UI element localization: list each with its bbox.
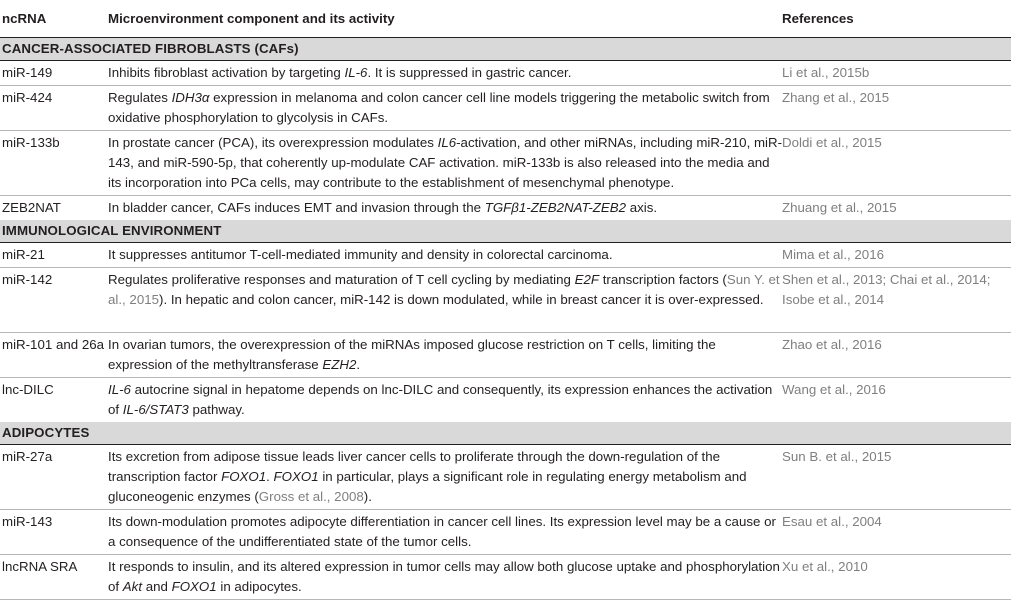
cell-ncrna: miR-149 <box>2 65 53 80</box>
cell-references <box>782 133 1011 193</box>
gene-name: FOXO1 <box>171 579 217 594</box>
table-row <box>0 445 1011 510</box>
header-references: References <box>782 11 854 26</box>
cell-ncrna: miR-133b <box>2 135 60 150</box>
activity-text: ). In hepatic and colon cancer, miR-142 is down modulated, while in breast cancer it is over-expressed. <box>159 292 764 307</box>
cell-references <box>782 447 1011 507</box>
gene-name: E2F <box>574 272 600 287</box>
table-row <box>0 268 1011 333</box>
reference: Isobe et al., 2014 <box>782 292 885 307</box>
cell-references <box>782 88 1011 128</box>
table-row <box>0 378 1011 422</box>
cell-ncrna: lncRNA SRA <box>2 559 78 574</box>
reference: Sun B. et al., 2015 <box>782 449 892 464</box>
activity-text: in particular, plays a significant role in regulating energy metabolism and gluconeogenic enzymes ( <box>108 469 747 504</box>
reference: Li et al., 2015b <box>782 65 870 80</box>
inline-reference: Gross et al., 2008 <box>258 489 364 504</box>
gene-name: Akt <box>122 579 143 594</box>
activity-text: -activation, and other miRNAs, including miR-210, miR-143, and miR-590-5p, that coherently up-modulate CAF activation. miR-133b is also released into the media and its incorporation into PCa cells, may contribute to the establishment of mesenchymal phenotype. <box>108 135 783 190</box>
gene-name: IL-6 <box>344 65 368 80</box>
cell-references <box>782 380 1011 420</box>
cell-references <box>782 198 1011 218</box>
activity-text: . It is suppressed in gastric cancer. <box>367 65 572 80</box>
cell-activity <box>108 380 782 420</box>
cell-activity <box>108 512 782 552</box>
activity-text: Its down-modulation promotes adipocyte differentiation in cancer cell lines. Its expression level may be a cause or a consequence of the undifferentiated state of the tumor cells. <box>108 514 776 549</box>
cell-activity <box>108 133 782 193</box>
gene-name: TGFβ1-ZEB2NAT-ZEB2 <box>484 200 627 215</box>
cell-activity <box>108 447 782 507</box>
activity-text: autocrine signal in hepatome depends on lnc-DILC and consequently, its expression enhances the activation of <box>108 382 773 417</box>
section-header: IMMUNOLOGICAL ENVIRONMENT <box>0 220 1011 243</box>
reference: Zhuang et al., 2015 <box>782 200 897 215</box>
cell-ncrna: miR-101 and 26a <box>2 337 105 352</box>
cell-ncrna: lnc-DILC <box>2 382 54 397</box>
cell-references <box>782 512 1011 552</box>
gene-name: IL-6/STAT3 <box>122 402 189 417</box>
cell-references <box>782 557 1011 597</box>
activity-text: In ovarian tumors, the overexpression of the miRNAs imposed glucose restriction on T cells, limiting the expression of the methyltransferase <box>108 337 716 372</box>
activity-text: and <box>142 579 172 594</box>
reference: Esau et al., 2004 <box>782 514 882 529</box>
activity-text: transcription factors ( <box>599 272 727 287</box>
gene-name: IDH3α <box>171 90 210 105</box>
cell-activity <box>108 557 782 597</box>
activity-text: In bladder cancer, CAFs induces EMT and invasion through the <box>108 200 485 215</box>
table-row <box>0 61 1011 86</box>
gene-name: FOXO1 <box>273 469 319 484</box>
reference: Shen et al., 2013; Chai et al., 2014; <box>782 272 991 287</box>
table-body <box>0 38 1011 600</box>
cell-ncrna: miR-143 <box>2 514 53 529</box>
activity-text: In prostate cancer (PCA), its overexpression modulates <box>108 135 438 150</box>
reference: Zhang et al., 2015 <box>782 90 890 105</box>
table-row <box>0 131 1011 196</box>
cell-activity <box>108 245 782 265</box>
activity-text: axis. <box>626 200 658 215</box>
activity-text: It suppresses antitumor T-cell-mediated immunity and density in colorectal carcinoma. <box>108 247 613 262</box>
gene-name: IL-6 <box>108 382 131 397</box>
section-header: CANCER-ASSOCIATED FIBROBLASTS (CAFs) <box>0 38 1011 61</box>
activity-text: . <box>356 357 361 372</box>
table-row <box>0 510 1011 555</box>
activity-text: Regulates <box>108 90 172 105</box>
gene-name: EZH2 <box>322 357 357 372</box>
activity-text: Its excretion from adipose tissue leads liver cancer cells to proliferate through the down-regulation of the transcription factor <box>108 449 720 484</box>
table-row <box>0 196 1011 220</box>
activity-text: Inhibits fibroblast activation by targeting <box>108 65 345 80</box>
cell-activity <box>108 335 782 375</box>
gene-name: FOXO1 <box>221 469 267 484</box>
cell-references <box>782 335 1011 375</box>
cell-activity <box>108 63 782 83</box>
gene-name: IL6 <box>437 135 457 150</box>
cell-ncrna: miR-424 <box>2 90 53 105</box>
reference: Mima et al., 2016 <box>782 247 884 262</box>
table-header <box>0 0 1011 38</box>
cell-references <box>782 245 1011 265</box>
table-row <box>0 555 1011 600</box>
reference: Xu et al., 2010 <box>782 559 868 574</box>
reference: Doldi et al., 2015 <box>782 135 882 150</box>
activity-text: expression in melanoma and colon cancer cell line models triggering the metabolic switch from oxidative phosphorylation to glycolysis in CAFs. <box>108 90 770 125</box>
table-row <box>0 86 1011 131</box>
cell-ncrna: miR-21 <box>2 247 45 262</box>
activity-text: pathway. <box>188 402 245 417</box>
cell-activity <box>108 270 782 330</box>
cell-ncrna: miR-142 <box>2 272 53 287</box>
activity-text: . <box>266 469 274 484</box>
cell-activity <box>108 88 782 128</box>
section-header: ADIPOCYTES <box>0 422 1011 445</box>
activity-text: It responds to insulin, and its altered expression in tumor cells may allow both glucose uptake and phosphorylation of <box>108 559 780 594</box>
cell-ncrna: miR-27a <box>2 449 53 464</box>
table-row <box>0 333 1011 378</box>
reference: Wang et al., 2016 <box>782 382 886 397</box>
cell-references <box>782 63 1011 83</box>
cell-ncrna: ZEB2NAT <box>2 200 61 215</box>
activity-text: ). <box>363 489 372 504</box>
table-row <box>0 243 1011 268</box>
activity-text: in adipocytes. <box>216 579 302 594</box>
reference: Zhao et al., 2016 <box>782 337 882 352</box>
header-ncrna: ncRNA <box>2 11 47 26</box>
cell-activity <box>108 198 782 218</box>
header-microenvironment: Microenvironment component and its activity <box>108 11 395 26</box>
inline-reference: Sun Y. et al., 2015 <box>108 272 780 307</box>
cell-references <box>782 270 1011 330</box>
activity-text: Regulates proliferative responses and maturation of T cell cycling by mediating <box>108 272 575 287</box>
